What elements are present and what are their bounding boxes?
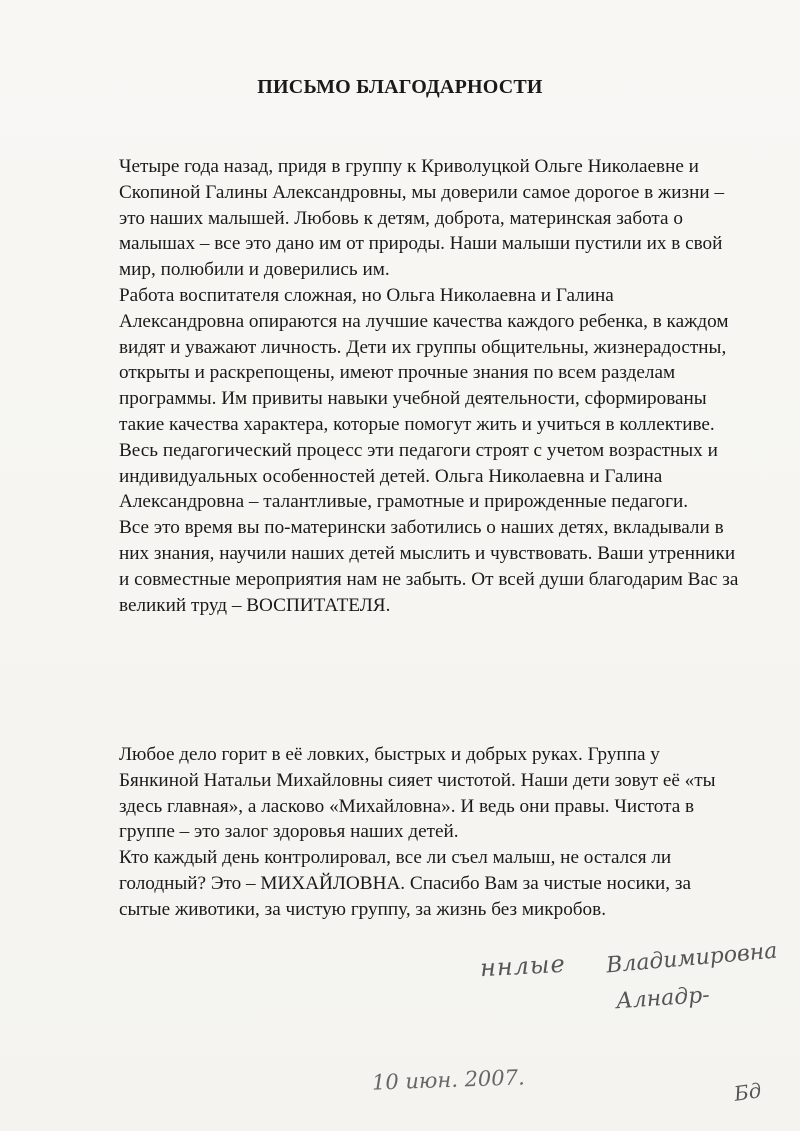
paragraph: Четыре года назад, придя в группу к Криволуцкой Ольге Николаевне и Скопиной Галины Александровны, мы доверили самое дорогое в жизни – это наших малышей. Любовь к детям, доброта, материнская забота о малышах – все это дано им от природы. Наши малыши пустили их в свой мир, полюбили и доверились им.	[119, 156, 725, 281]
paragraph: Весь педагогический процесс эти педагоги строят с учетом возрастных и индивидуальных особенностей детей. Ольга Николаевна и Галина Александровна – талантливые, грамотные и прирожденные педагоги.	[119, 439, 718, 513]
letter-body-part2	[119, 742, 739, 923]
paragraph: Работа воспитателя сложная, но Ольга Николаевна и Галина Александровна опираются на лучшие качества каждого ребенка, в каждом видят и уважают личность. Дети их группы общительны, жизнерадостны, открыты и раскрепощены, имеют прочные знания по всем разделам программы. Им привиты навыки учебной деятельности, сформированы такие качества характера, которые помогут жить и учиться в коллективе.	[119, 284, 729, 435]
letter-title: ПИСЬМО БЛАГОДАРНОСТИ	[257, 76, 543, 98]
paragraph: Любое дело горит в её ловких, быстрых и добрых руках. Группа у Бянкиной Натальи Михайловны сияет чистотой. Наши дети зовут её «ты здесь главная», а ласково «Михайловна». И ведь они правы. Чистота в группе – это залог здоровья наших детей.	[119, 744, 716, 843]
handwritten-initial: Бд	[732, 1078, 763, 1106]
paragraph: Кто каждый день контролировал, все ли съел малыш, не остался ли голодный? Это – МИХАЙЛОВНА. Спасибо Вам за чистые носики, за сытые животики, за чистую группу, за жизнь без микробов.	[119, 847, 691, 920]
handwritten-signature-right-line2: Алнадр-	[615, 982, 711, 1015]
paragraph: Все это время вы по-матерински заботились о наших детях, вкладывали в них знания, научили наших детей мыслить и чувствовать. Ваши утренники и совместные мероприятия нам не забыть. От всей души благодарим Вас за великий труд – ВОСПИТАТЕЛЯ.	[119, 517, 739, 616]
letter-body-part1	[119, 154, 739, 618]
handwritten-signature-right-line1: Владимировна	[605, 938, 779, 979]
handwritten-date: 10 июн. 2007.	[371, 1065, 526, 1095]
handwritten-signature-left: ннлые	[479, 949, 567, 983]
